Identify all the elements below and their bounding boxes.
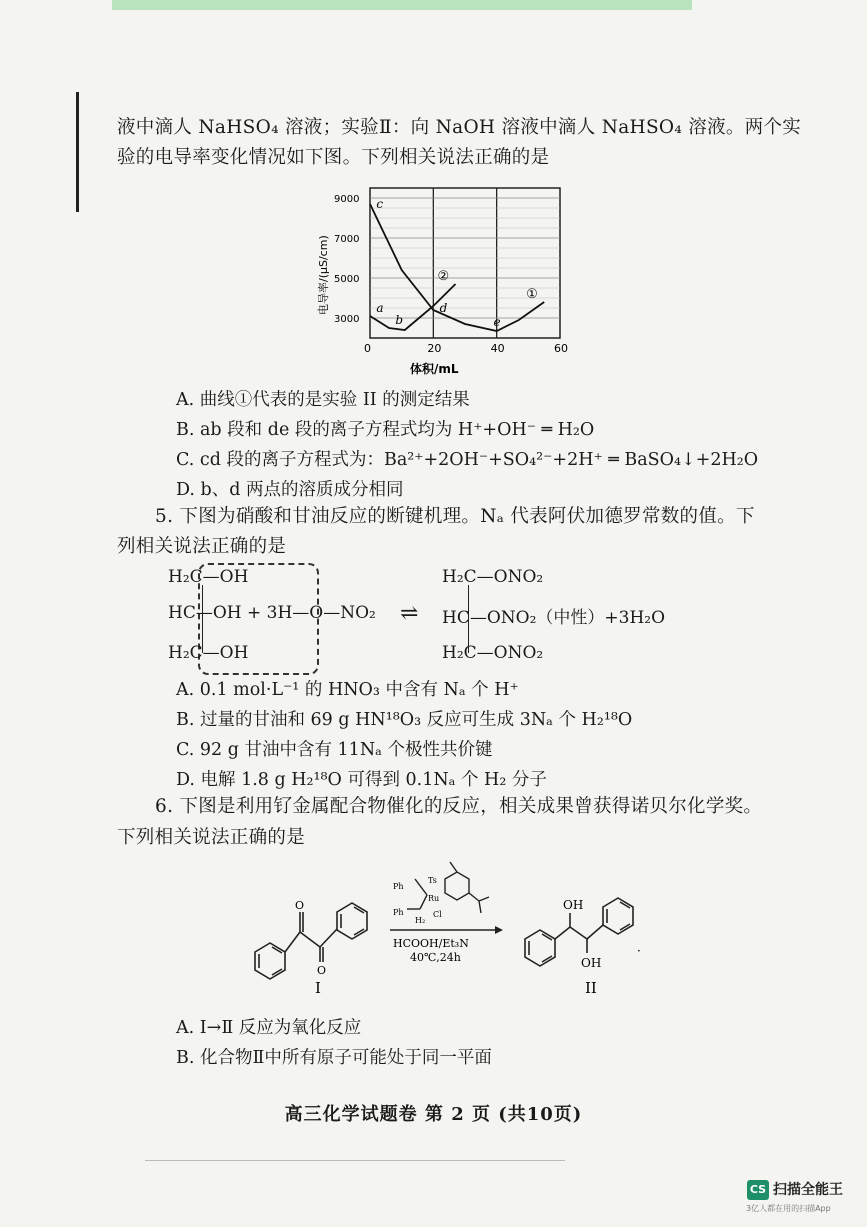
chart-labels [376,197,500,329]
catalyst-label-ph2: Ph [393,908,404,917]
series-line-1 [370,204,544,331]
chart-y-axis-label: 电导率/(μS/cm) [317,235,330,315]
q5-option-d: D. 电解 1.8 g H₂¹⁸O 可得到 0.1Nₐ 个 H₂ 分子 [176,770,547,790]
point-label-b: b [395,313,404,327]
q4-option-a: A. 曲线①代表的是实验 II 的测定结果 [176,390,470,410]
ruthenium-reaction-scheme [245,857,785,1007]
top-color-band [112,0,692,10]
q4-option-d: D. b、d 两点的溶质成分相同 [176,480,404,500]
y-tick-label: 7000 [334,234,360,245]
catalyst-label-h2: H₂ [415,916,426,925]
q4-option-c: C. cd 段的离子方程式为：Ba²⁺+2OH⁻+SO₄²⁻+2H⁺ ═ BaSO₄↓+2H₂O [176,450,759,470]
point-label-e: e [493,315,501,329]
equilibrium-arrow: ⇌ [400,601,419,626]
catalyst-structure [407,862,489,913]
left-line-1: H₂C—OH [168,567,249,587]
catalyst-label-ts: Ts [428,876,437,885]
camscanner-subtitle: 3亿人都在用的扫描App [746,1204,831,1213]
q6-option-b: B. 化合物Ⅱ中所有原子可能处于同一平面 [176,1048,492,1068]
label-compound-ii: II [585,979,597,997]
chart-grid [334,188,568,355]
svg-text:·: · [637,944,641,958]
catalyst-label-ru: Ru [428,894,440,903]
q5-option-c: C. 92 g 甘油中含有 11Nₐ 个极性共价键 [176,740,493,760]
intro-line-2: 验的电导率变化情况如下图。下列相关说法正确的是 [117,147,550,168]
right-line-1: H₂C—ONO₂ [442,567,544,587]
reactant-benzil [255,903,367,979]
glycerol-nitration-equation [160,563,720,673]
conditions-reagent: HCOOH/Et₃N [393,937,469,950]
point-label-c: c [376,197,384,211]
footer-rule [145,1160,565,1161]
x-tick-label: 60 [554,342,568,355]
q6-stem-line-2: 下列相关说法正确的是 [117,827,306,848]
x-tick-label: 0 [364,342,371,355]
q6-stem-line-1: 6. 下图是利用钌金属配合物催化的反应，相关成果曾获得诺贝尔化学奖。 [155,796,763,817]
q4-option-b: B. ab 段和 de 段的离子方程式均为 H⁺+OH⁻ ═ H₂O [176,420,595,440]
y-tick-label: 5000 [334,274,360,285]
camscanner-logo-icon: CS [747,1180,769,1200]
left-line-2: HC—OH + 3H—O—NO₂ [168,603,376,623]
intro-line-1: 液中滴人 NaHSO₄ 溶液；实验Ⅱ：向 NaOH 溶液中滴人 NaHSO₄ 溶液。两个实 [117,117,802,138]
page-footer: 高三化学试题卷 第 2 页 (共10页) [284,1104,583,1125]
x-tick-label: 40 [490,342,505,355]
x-tick-label: 20 [427,342,442,355]
margin-marker [76,92,79,212]
point-label-d: d [439,301,448,315]
right-line-2: HC—ONO₂（中性）+3H₂O [442,608,666,628]
chart-x-axis-label: 体积/mL [410,362,459,376]
left-line-3: H₂C—OH [168,643,249,663]
y-tick-label: 9000 [334,194,360,205]
q5-option-b: B. 过量的甘油和 69 g HN¹⁸O₃ 反应可生成 3Nₐ 个 H₂¹⁸O [176,710,633,730]
series-label-1: ① [526,287,538,302]
point-label-a: a [376,301,384,315]
q5-stem-line-1: 5. 下图为硝酸和甘油反应的断键机理。Nₐ 代表阿伏加德罗常数的值。下 [155,506,755,527]
chart-series [370,204,544,331]
reactant-oxygen-1: O [295,899,305,912]
label-compound-i: I [315,979,321,997]
camscanner-title: 扫描全能王 [773,1182,843,1198]
product-oh-1: OH [563,898,584,912]
reactant-oxygen-2: O [317,964,327,977]
conductivity-chart [315,180,575,380]
catalyst-label-cl: Cl [433,910,442,919]
series-label-2: ② [437,269,450,284]
q6-option-a: A. Ⅰ→Ⅱ 反应为氧化反应 [176,1018,362,1038]
right-line-3: H₂C—ONO₂ [442,643,544,663]
catalyst-label-ph1: Ph [393,882,404,891]
product-oh-2: OH [581,956,602,970]
y-tick-label: 3000 [334,314,360,325]
q5-option-a: A. 0.1 mol·L⁻¹ 的 HNO₃ 中含有 Nₐ 个 H⁺ [176,680,519,700]
conditions-temp: 40℃,24h [410,951,461,964]
q5-stem-line-2: 列相关说法正确的是 [117,536,287,557]
